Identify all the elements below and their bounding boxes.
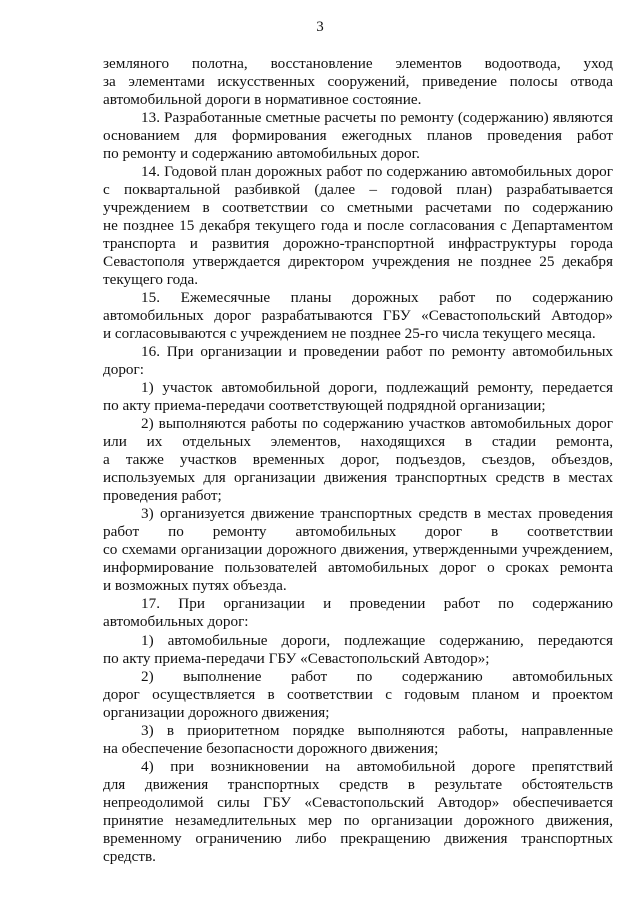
text-line: по акту приема-передачи соответствующей подрядной организации; bbox=[103, 397, 546, 415]
text-line: 1) участок автомобильной дороги, подлежащий ремонту, передается bbox=[141, 379, 613, 396]
text-line: автомобильных дорог разрабатываются ГБУ «Севастопольский Автодор» bbox=[103, 306, 613, 324]
text-line: за элементами искусственных сооружений, приведение полосы отвода bbox=[103, 72, 613, 90]
text-line: 17. При организации и проведении работ по содержанию bbox=[141, 595, 613, 613]
text-line: не позднее 15 декабря текущего года и после согласования с Департаментом bbox=[103, 216, 613, 234]
text-line: автомобильной дороги в нормативное состояние. bbox=[103, 90, 422, 108]
text-line: средств. bbox=[103, 847, 156, 865]
text-line: 2) выполнение работ по содержанию автомобильных bbox=[141, 667, 613, 685]
text-line: непреодолимой силы ГБУ «Севастопольский Автодор» обеспечивается bbox=[103, 793, 613, 811]
text-line: информирование пользователей автомобильных дорог о сроках ремонта bbox=[103, 559, 613, 577]
text-line: 16. При организации и проведении работ по ремонту автомобильных bbox=[141, 343, 613, 360]
text-line: или их отдельных элементов, находящихся в стадии ремонта, bbox=[103, 433, 613, 451]
text-line: со схемами организации дорожного движения, утвержденными учреждением, bbox=[103, 541, 613, 559]
text-line: 4) при возникновении на автомобильной дороге препятствий bbox=[141, 757, 613, 775]
text-line: основанием для формирования ежегодных планов проведения работ bbox=[103, 126, 613, 144]
text-line: 15. Ежемесячные планы дорожных работ по содержанию bbox=[141, 288, 613, 306]
text-line: 2) выполняются работы по содержанию участков автомобильных дорог bbox=[141, 415, 613, 433]
text-line: для движения транспортных средств в результате обстоятельств bbox=[103, 775, 613, 793]
text-line: на обеспечение безопасности дорожного движения; bbox=[103, 739, 439, 757]
text-line: с поквартальной разбивкой (далее – годовой план) разрабатывается bbox=[103, 180, 613, 198]
text-line: дорог осуществляется в соответствии с годовым планом и проектом bbox=[103, 685, 613, 703]
text-line: 1) автомобильные дороги, подлежащие содержанию, передаются bbox=[141, 631, 613, 649]
text-line: 3) организуется движение транспортных средств в местах проведения bbox=[141, 505, 613, 523]
text-line: принятие незамедлительных мер по организации дорожного движения, bbox=[103, 811, 613, 829]
text-line: и возможных путях объезда. bbox=[103, 577, 287, 595]
page-number: 3 bbox=[316, 19, 324, 35]
text-line: автомобильных дорог: bbox=[103, 613, 249, 631]
text-line: транспорта и развития дорожно-транспортной инфраструктуры города bbox=[103, 234, 613, 252]
text-line: используемых для организации движения транспортных средств в местах bbox=[103, 469, 613, 487]
text-line: 3) в приоритетном порядке выполняются работы, направленные bbox=[141, 721, 613, 739]
text-line: а также участков временных дорог, подъездов, съездов, объездов, bbox=[103, 451, 613, 469]
text-line: земляного полотна, восстановление элементов водоотвода, уход bbox=[103, 54, 613, 72]
text-line: Севастополя утверждается директором учреждения не позднее 25 декабря bbox=[103, 252, 613, 270]
text-line: текущего года. bbox=[103, 270, 199, 288]
text-line: 13. Разработанные сметные расчеты по ремонту (содержанию) являются bbox=[141, 108, 613, 126]
text-line: и согласовываются с учреждением не позднее 25-го числа текущего месяца. bbox=[103, 325, 596, 342]
text-line: организации дорожного движения; bbox=[103, 703, 330, 721]
text-line: временному ограничению либо прекращению движения транспортных bbox=[103, 829, 613, 847]
text-line: 14. Годовой план дорожных работ по содержанию автомобильных дорог bbox=[141, 162, 613, 180]
text-line: по акту приема-передачи ГБУ «Севастопольский Автодор»; bbox=[103, 649, 490, 667]
text-line: проведения работ; bbox=[103, 487, 222, 505]
text-line: дорог: bbox=[103, 361, 144, 378]
text-line: работ по ремонту автомобильных дорог в соответствии bbox=[103, 523, 613, 541]
text-line: учреждением в соответствии со сметными расчетами по содержанию bbox=[103, 198, 613, 216]
text-line: по ремонту и содержанию автомобильных дорог. bbox=[103, 144, 420, 162]
